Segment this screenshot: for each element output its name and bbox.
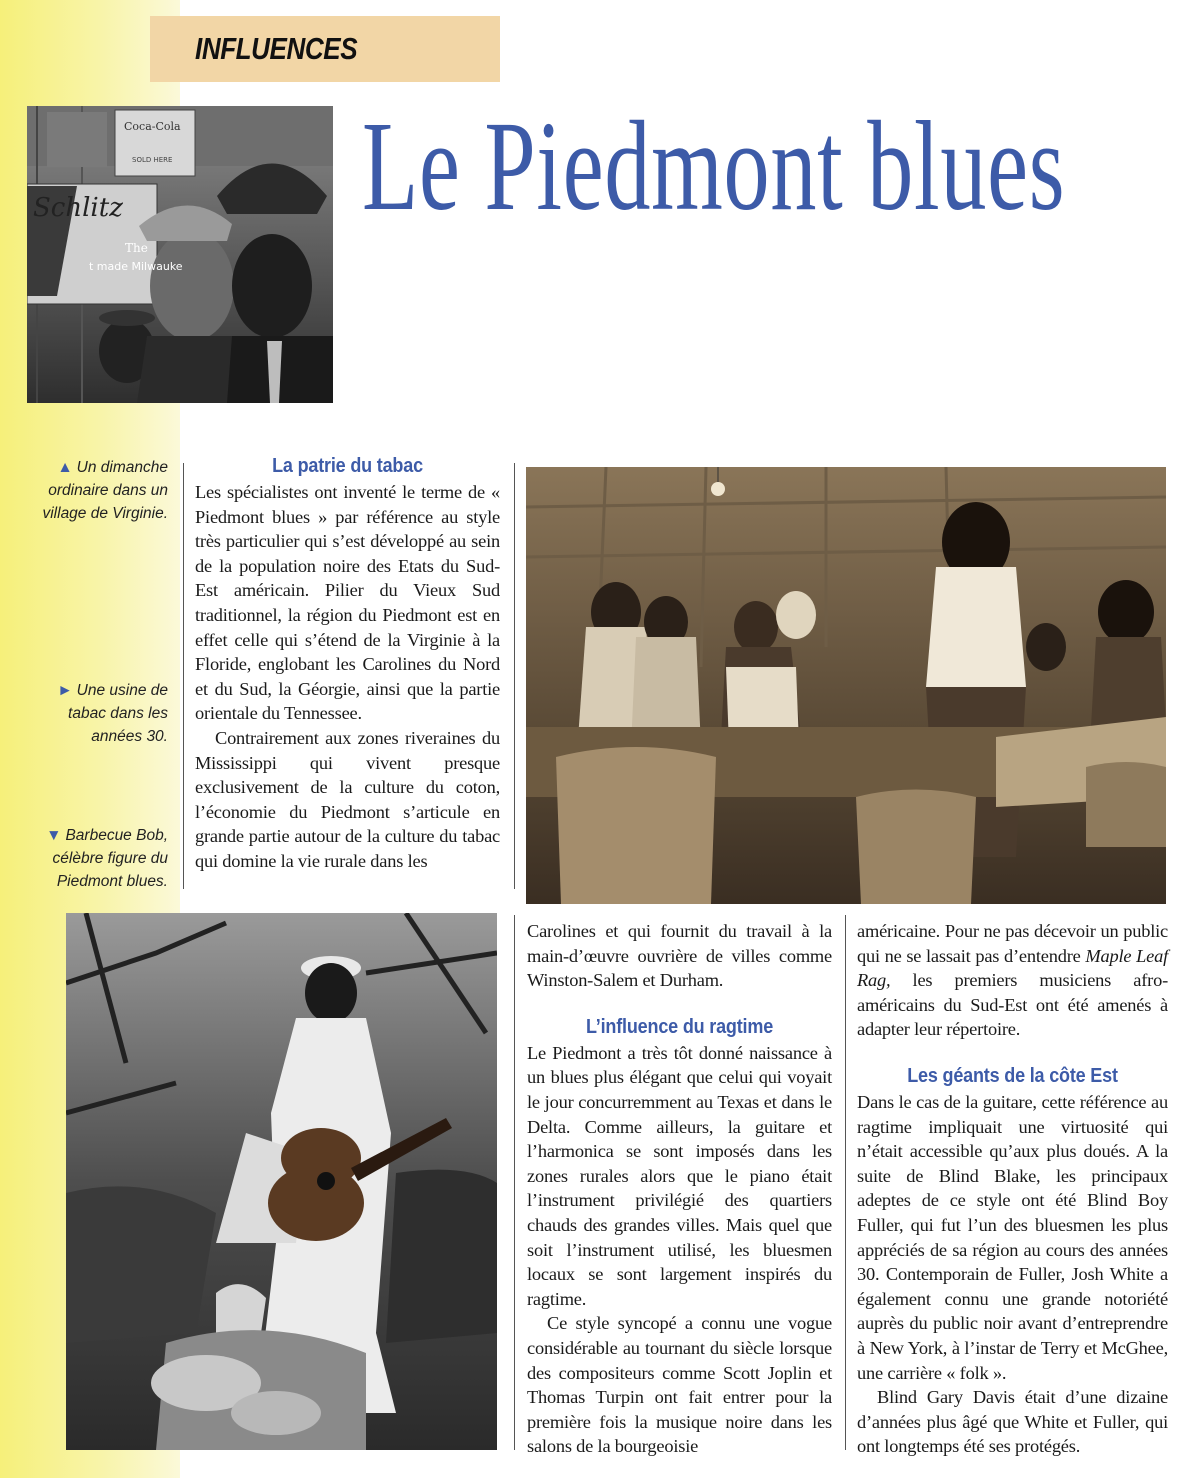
section-gap <box>527 993 832 1014</box>
heading-geants: Les géants de la côte Est <box>907 1064 1118 1087</box>
photo-virginia-village <box>27 106 333 403</box>
schlitz-sign-text: Schlitz <box>33 193 123 223</box>
paragraph-ragtime-2: Ce style syncopé a connu une vogue considérable au tournant du siècle lorsque des compositeurs comme Scott Joplin et Thomas Turpin ont fait entrer pour la première fois la musique noire dans les salons de la bourgeoisie <box>527 1313 832 1457</box>
coca-cola-sign-subtext: SOLD HERE <box>132 156 173 164</box>
ragtime-cont-a: américaine. Pour ne pas décevoir un public qui ne se lassait pas d’entendre <box>857 921 1168 966</box>
column-3 <box>857 919 1168 1459</box>
photo-tobacco-factory <box>526 467 1166 904</box>
coca-cola-sign-text: Coca-Cola <box>124 120 181 133</box>
schlitz-sign-the: The <box>125 241 148 255</box>
section-gap <box>857 1042 1168 1063</box>
triangle-down-icon: ▼ <box>46 827 62 844</box>
column-rule-left <box>183 463 184 889</box>
paragraph-ragtime-1: Le Piedmont a très tôt donné naissance à un blues plus élégant que celui qui voyait le jour concurremment au Texas et dans le Delta. Comme ailleurs, la guitare et l’harmonica se sont imposés dans les zones rurales alors que le piano était l’instrument privilégié des quartiers chauds des grandes villes. Mais quel que soit l’instrument utilisé, les bluesmen locaux se sont largement inspirés du ragtime. <box>527 1042 832 1309</box>
paragraph-geants-1: Dans le cas de la guitare, cette référence au ragtime impliquait une virtuosité qui n’était accessible qu’aux plus doués. A la suite de Blind Blake, les principaux adeptes de ce style ont été Blind Boy Fuller, qui fut l’un des bluesmen les plus appréciés de sa région au cours des années 30. Contemporain de Fuller, Josh White a également connu une grande notoriété auprès du public noir avant d’entreprendre à New York, à l’instar de Terry et McGhee, une carrière « folk ». <box>857 1091 1168 1383</box>
column-rule-right <box>845 915 846 1450</box>
caption-village-text: Un dimanche ordinaire dans un village de Virginie. <box>42 459 168 522</box>
paragraph-geants-2: Blind Gary Davis était d’une dizaine d’années plus âgé que White et Fuller, qui ont longtemps été ses protégés. <box>857 1387 1168 1457</box>
caption-barbecue-bob <box>18 824 168 893</box>
caption-village <box>18 456 168 525</box>
paragraph-ragtime-2-continued <box>857 919 1168 1042</box>
triangle-right-icon: ► <box>57 682 73 699</box>
heading-tabac: La patrie du tabac <box>272 455 423 477</box>
column-rule-center-bottom <box>514 915 515 1450</box>
paragraph-tabac-2-continued: Carolines et qui fournit du travail à la main-d’œuvre ouvrière de villes comme Winston-Salem et Durham. <box>527 921 832 991</box>
column-1 <box>195 453 500 874</box>
column-2 <box>527 919 832 1459</box>
caption-tobacco-factory-text: Une usine de tabac dans les années 30. <box>68 682 168 745</box>
heading-ragtime: L’influence du ragtime <box>585 1015 774 1038</box>
photo-barbecue-bob <box>66 913 497 1450</box>
ragtime-cont-b: les premiers musiciens afro-américains du Sud-Est ont été amenés à adapter leur répertoire. <box>857 970 1168 1040</box>
section-tag <box>150 16 500 82</box>
caption-tobacco-factory <box>18 679 168 748</box>
schlitz-sign-line: t made Milwauke <box>89 260 183 273</box>
column-rule-center-top <box>514 463 515 889</box>
maple-leaf-rag-title: Maple Leaf Rag, <box>857 945 1168 991</box>
triangle-up-icon: ▲ <box>57 459 73 476</box>
section-label: INFLUENCES <box>195 31 358 66</box>
paragraph-tabac-2: Contrairement aux zones riveraines du Mississippi qui vivent presque exclusivement de la culture du coton, l’économie du Piedmont s’articule en grande partie autour de la culture du tabac qui domine la vie rurale dans les <box>195 727 500 871</box>
caption-barbecue-bob-text: Barbecue Bob, célèbre figure du Piedmont blues. <box>52 827 168 890</box>
page-title: Le Piedmont blues <box>362 95 1066 237</box>
paragraph-tabac-1: Les spécialistes ont inventé le terme de « Piedmont blues » par référence au style très particulier qui s’est développé au sein de la population noire des Etats du Sud-Est américain. Pilier du Vieux Sud traditionnel, la région du Piedmont est en effet celle qui s’étend de la Virginie à la Floride, englobant les Carolines du Nord et du Sud, la Géorgie, ainsi que la partie orientale du Tennessee. <box>195 482 500 724</box>
